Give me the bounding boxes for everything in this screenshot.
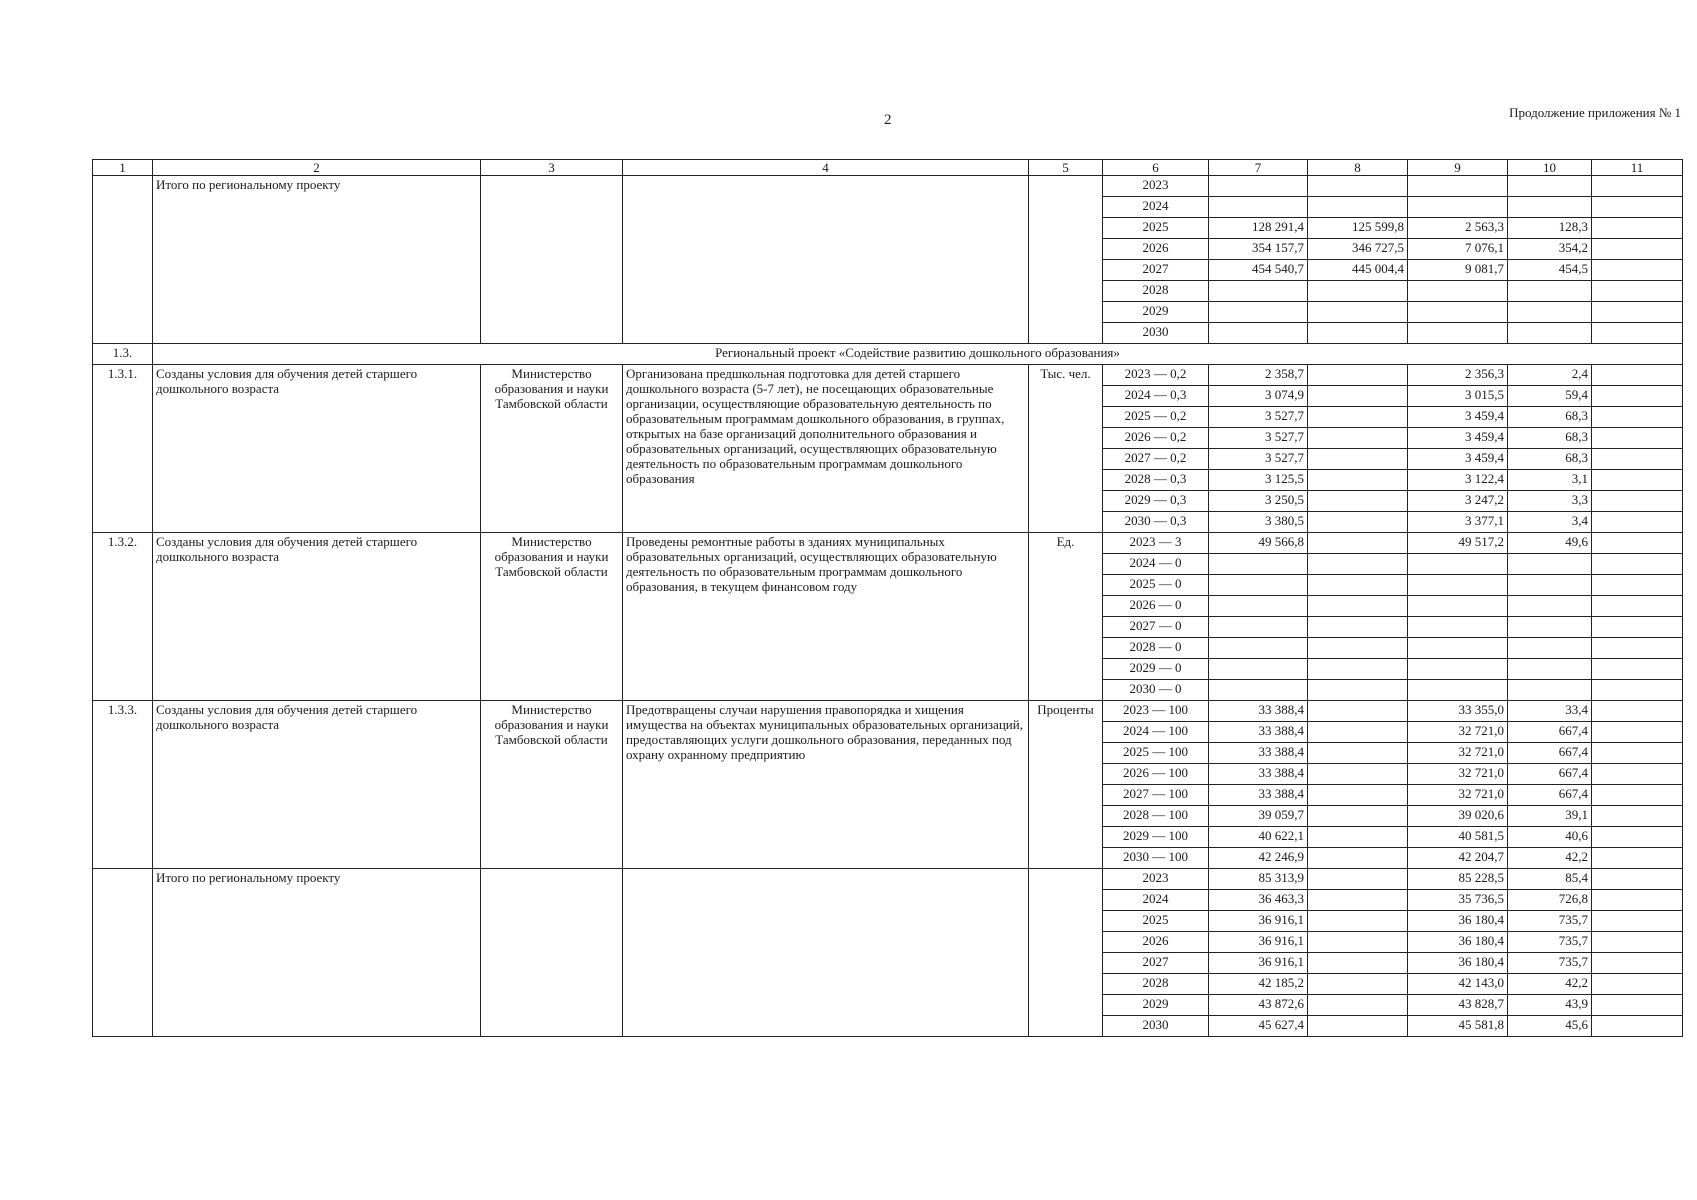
table-row xyxy=(93,176,1683,197)
value-cell xyxy=(1209,575,1308,596)
value-cell xyxy=(1508,617,1592,638)
value-cell: 3 247,2 xyxy=(1408,491,1508,512)
column-header: 5 xyxy=(1029,160,1103,176)
program-table xyxy=(92,159,1683,1037)
year-cell: 2029 — 0 xyxy=(1103,659,1209,680)
value-cell: 33 388,4 xyxy=(1209,722,1308,743)
header-note: Продолжение приложения № 1 xyxy=(1509,105,1681,120)
value-cell: 3 125,5 xyxy=(1209,470,1308,491)
item-unit: Проценты xyxy=(1029,701,1103,869)
value-cell xyxy=(1308,1016,1408,1037)
value-cell: 68,3 xyxy=(1508,449,1592,470)
item-description xyxy=(623,869,1029,1037)
value-cell xyxy=(1209,554,1308,575)
value-cell xyxy=(1308,911,1408,932)
value-cell: 454 540,7 xyxy=(1209,260,1308,281)
value-cell: 35 736,5 xyxy=(1408,890,1508,911)
year-cell: 2025 — 0,2 xyxy=(1103,407,1209,428)
value-cell xyxy=(1308,680,1408,701)
item-description xyxy=(623,176,1029,344)
value-cell xyxy=(1592,449,1683,470)
year-cell: 2028 — 0 xyxy=(1103,638,1209,659)
value-cell: 354,2 xyxy=(1508,239,1592,260)
table-row xyxy=(93,869,1683,890)
value-cell: 33 388,4 xyxy=(1209,785,1308,806)
section-number: 1.3. xyxy=(93,344,153,365)
value-cell xyxy=(1209,176,1308,197)
value-cell xyxy=(1592,932,1683,953)
value-cell xyxy=(1308,281,1408,302)
value-cell xyxy=(1408,281,1508,302)
value-cell xyxy=(1308,554,1408,575)
year-cell: 2029 xyxy=(1103,302,1209,323)
value-cell xyxy=(1408,638,1508,659)
value-cell xyxy=(1508,596,1592,617)
value-cell xyxy=(1308,428,1408,449)
value-cell xyxy=(1408,323,1508,344)
value-cell xyxy=(1592,470,1683,491)
value-cell xyxy=(1308,701,1408,722)
value-cell: 39 059,7 xyxy=(1209,806,1308,827)
column-header: 10 xyxy=(1508,160,1592,176)
value-cell: 9 081,7 xyxy=(1408,260,1508,281)
item-executor: Министерство образования и науки Тамбовской области xyxy=(481,701,623,869)
year-cell: 2024 — 0 xyxy=(1103,554,1209,575)
value-cell: 32 721,0 xyxy=(1408,764,1508,785)
value-cell: 40,6 xyxy=(1508,827,1592,848)
table-row xyxy=(93,701,1683,722)
value-cell xyxy=(1308,659,1408,680)
value-cell: 3 377,1 xyxy=(1408,512,1508,533)
value-cell xyxy=(1308,995,1408,1016)
year-cell: 2026 xyxy=(1103,239,1209,260)
value-cell: 36 180,4 xyxy=(1408,911,1508,932)
table-row xyxy=(93,533,1683,554)
value-cell xyxy=(1592,386,1683,407)
value-cell xyxy=(1508,197,1592,218)
value-cell xyxy=(1592,260,1683,281)
value-cell xyxy=(1408,596,1508,617)
value-cell xyxy=(1592,764,1683,785)
value-cell xyxy=(1592,239,1683,260)
value-cell xyxy=(1592,428,1683,449)
value-cell xyxy=(1308,890,1408,911)
item-executor xyxy=(481,869,623,1037)
year-cell: 2027 xyxy=(1103,260,1209,281)
value-cell xyxy=(1308,722,1408,743)
column-header-row xyxy=(93,160,1683,176)
value-cell xyxy=(1209,302,1308,323)
value-cell: 454,5 xyxy=(1508,260,1592,281)
value-cell xyxy=(1592,218,1683,239)
value-cell: 33 388,4 xyxy=(1209,764,1308,785)
column-header: 7 xyxy=(1209,160,1308,176)
value-cell xyxy=(1592,638,1683,659)
value-cell: 667,4 xyxy=(1508,785,1592,806)
value-cell: 43,9 xyxy=(1508,995,1592,1016)
value-cell: 3 015,5 xyxy=(1408,386,1508,407)
value-cell xyxy=(1308,638,1408,659)
value-cell xyxy=(1592,890,1683,911)
year-cell: 2025 — 0 xyxy=(1103,575,1209,596)
value-cell xyxy=(1592,974,1683,995)
value-cell: 85 228,5 xyxy=(1408,869,1508,890)
year-cell: 2023 xyxy=(1103,176,1209,197)
item-unit: Ед. xyxy=(1029,533,1103,701)
value-cell: 32 721,0 xyxy=(1408,785,1508,806)
value-cell xyxy=(1592,512,1683,533)
value-cell xyxy=(1592,911,1683,932)
year-cell: 2024 — 100 xyxy=(1103,722,1209,743)
value-cell: 3,3 xyxy=(1508,491,1592,512)
year-cell: 2024 xyxy=(1103,890,1209,911)
item-name: Итого по региональному проекту xyxy=(153,869,481,1037)
value-cell: 2,4 xyxy=(1508,365,1592,386)
section-row xyxy=(93,344,1683,365)
item-executor xyxy=(481,176,623,344)
year-cell: 2026 — 100 xyxy=(1103,764,1209,785)
value-cell: 36 463,3 xyxy=(1209,890,1308,911)
value-cell: 3 527,7 xyxy=(1209,407,1308,428)
page-number: 2 xyxy=(884,112,892,128)
value-cell: 36 916,1 xyxy=(1209,953,1308,974)
value-cell xyxy=(1209,638,1308,659)
value-cell: 49,6 xyxy=(1508,533,1592,554)
year-cell: 2023 — 100 xyxy=(1103,701,1209,722)
value-cell: 42 204,7 xyxy=(1408,848,1508,869)
value-cell: 354 157,7 xyxy=(1209,239,1308,260)
value-cell xyxy=(1508,554,1592,575)
value-cell xyxy=(1408,659,1508,680)
item-unit xyxy=(1029,176,1103,344)
value-cell: 68,3 xyxy=(1508,407,1592,428)
value-cell xyxy=(1508,323,1592,344)
item-description: Предотвращены случаи нарушения правопорядка и хищения имущества на объектах муниципальных образовательных организаций, предоставляющих услуги дошкольного образования, переданных под охрану охранному предприятию xyxy=(623,701,1029,869)
value-cell xyxy=(1308,785,1408,806)
value-cell xyxy=(1308,176,1408,197)
value-cell: 68,3 xyxy=(1508,428,1592,449)
value-cell xyxy=(1308,827,1408,848)
value-cell: 33 388,4 xyxy=(1209,701,1308,722)
value-cell xyxy=(1592,323,1683,344)
value-cell xyxy=(1308,449,1408,470)
value-cell xyxy=(1209,281,1308,302)
value-cell: 3 250,5 xyxy=(1209,491,1308,512)
item-description: Организована предшкольная подготовка для детей старшего дошкольного возраста (5-7 лет), не посещающих образовательные организации, осуществляющие образовательную деятельность по образовательным программам дошкольного образования, в группах, открытых на базе организаций дополнительного образования и образовательных организаций, осуществляющих образовательную деятельность по образовательным программам дошкольного образования xyxy=(623,365,1029,533)
value-cell xyxy=(1592,953,1683,974)
value-cell: 42 246,9 xyxy=(1209,848,1308,869)
value-cell xyxy=(1408,575,1508,596)
year-cell: 2025 xyxy=(1103,911,1209,932)
value-cell xyxy=(1592,533,1683,554)
value-cell: 3 459,4 xyxy=(1408,428,1508,449)
value-cell: 36 916,1 xyxy=(1209,911,1308,932)
value-cell xyxy=(1592,575,1683,596)
value-cell: 735,7 xyxy=(1508,932,1592,953)
year-cell: 2026 xyxy=(1103,932,1209,953)
year-cell: 2023 — 0,2 xyxy=(1103,365,1209,386)
value-cell: 39 020,6 xyxy=(1408,806,1508,827)
year-cell: 2024 xyxy=(1103,197,1209,218)
value-cell: 33 355,0 xyxy=(1408,701,1508,722)
value-cell: 33 388,4 xyxy=(1209,743,1308,764)
column-header: 6 xyxy=(1103,160,1209,176)
value-cell: 128,3 xyxy=(1508,218,1592,239)
value-cell xyxy=(1209,659,1308,680)
value-cell: 59,4 xyxy=(1508,386,1592,407)
value-cell: 33,4 xyxy=(1508,701,1592,722)
column-header: 9 xyxy=(1408,160,1508,176)
value-cell: 45 627,4 xyxy=(1209,1016,1308,1037)
value-cell xyxy=(1592,365,1683,386)
value-cell xyxy=(1308,470,1408,491)
item-unit: Тыс. чел. xyxy=(1029,365,1103,533)
table-row xyxy=(93,365,1683,386)
value-cell xyxy=(1308,743,1408,764)
value-cell xyxy=(1308,323,1408,344)
value-cell: 346 727,5 xyxy=(1308,239,1408,260)
year-cell: 2026 — 0 xyxy=(1103,596,1209,617)
column-header: 1 xyxy=(93,160,153,176)
value-cell xyxy=(1408,302,1508,323)
value-cell xyxy=(1308,974,1408,995)
value-cell xyxy=(1592,785,1683,806)
year-cell: 2029 xyxy=(1103,995,1209,1016)
value-cell: 42 185,2 xyxy=(1209,974,1308,995)
value-cell xyxy=(1592,302,1683,323)
value-cell: 667,4 xyxy=(1508,764,1592,785)
value-cell xyxy=(1308,575,1408,596)
column-header: 8 xyxy=(1308,160,1408,176)
value-cell xyxy=(1308,764,1408,785)
value-cell: 7 076,1 xyxy=(1408,239,1508,260)
value-cell xyxy=(1308,806,1408,827)
column-header: 4 xyxy=(623,160,1029,176)
value-cell xyxy=(1508,659,1592,680)
year-cell: 2025 — 100 xyxy=(1103,743,1209,764)
item-number xyxy=(93,176,153,344)
value-cell: 2 356,3 xyxy=(1408,365,1508,386)
value-cell: 667,4 xyxy=(1508,722,1592,743)
value-cell xyxy=(1408,197,1508,218)
value-cell: 85,4 xyxy=(1508,869,1592,890)
value-cell xyxy=(1592,281,1683,302)
value-cell xyxy=(1592,806,1683,827)
value-cell: 40 581,5 xyxy=(1408,827,1508,848)
value-cell: 3,4 xyxy=(1508,512,1592,533)
value-cell xyxy=(1308,596,1408,617)
year-cell: 2023 — 3 xyxy=(1103,533,1209,554)
year-cell: 2027 — 100 xyxy=(1103,785,1209,806)
value-cell xyxy=(1308,617,1408,638)
value-cell xyxy=(1308,386,1408,407)
value-cell xyxy=(1209,323,1308,344)
value-cell xyxy=(1308,512,1408,533)
value-cell xyxy=(1508,281,1592,302)
year-cell: 2029 — 100 xyxy=(1103,827,1209,848)
value-cell xyxy=(1592,491,1683,512)
year-cell: 2028 xyxy=(1103,281,1209,302)
value-cell xyxy=(1308,953,1408,974)
value-cell xyxy=(1308,848,1408,869)
value-cell: 32 721,0 xyxy=(1408,743,1508,764)
value-cell xyxy=(1592,554,1683,575)
year-cell: 2027 xyxy=(1103,953,1209,974)
value-cell: 445 004,4 xyxy=(1308,260,1408,281)
value-cell: 39,1 xyxy=(1508,806,1592,827)
value-cell xyxy=(1308,932,1408,953)
year-cell: 2028 xyxy=(1103,974,1209,995)
value-cell xyxy=(1508,302,1592,323)
value-cell xyxy=(1592,407,1683,428)
value-cell xyxy=(1209,680,1308,701)
item-executor: Министерство образования и науки Тамбовской области xyxy=(481,533,623,701)
value-cell xyxy=(1592,176,1683,197)
item-number: 1.3.3. xyxy=(93,701,153,869)
value-cell: 85 313,9 xyxy=(1209,869,1308,890)
value-cell: 735,7 xyxy=(1508,911,1592,932)
value-cell: 45 581,8 xyxy=(1408,1016,1508,1037)
value-cell xyxy=(1308,365,1408,386)
value-cell xyxy=(1408,680,1508,701)
year-cell: 2023 xyxy=(1103,869,1209,890)
year-cell: 2027 — 0,2 xyxy=(1103,449,1209,470)
value-cell xyxy=(1308,533,1408,554)
value-cell xyxy=(1508,575,1592,596)
year-cell: 2026 — 0,2 xyxy=(1103,428,1209,449)
value-cell xyxy=(1209,197,1308,218)
value-cell xyxy=(1408,617,1508,638)
item-name: Созданы условия для обучения детей старшего дошкольного возраста xyxy=(153,533,481,701)
item-name: Созданы условия для обучения детей старшего дошкольного возраста xyxy=(153,365,481,533)
value-cell xyxy=(1508,680,1592,701)
year-cell: 2029 — 0,3 xyxy=(1103,491,1209,512)
value-cell: 3 527,7 xyxy=(1209,428,1308,449)
value-cell xyxy=(1592,869,1683,890)
year-cell: 2030 — 0,3 xyxy=(1103,512,1209,533)
value-cell: 125 599,8 xyxy=(1308,218,1408,239)
value-cell: 667,4 xyxy=(1508,743,1592,764)
value-cell xyxy=(1592,848,1683,869)
value-cell xyxy=(1209,596,1308,617)
item-name: Итого по региональному проекту xyxy=(153,176,481,344)
value-cell xyxy=(1592,197,1683,218)
year-cell: 2028 — 100 xyxy=(1103,806,1209,827)
value-cell: 3 074,9 xyxy=(1209,386,1308,407)
value-cell: 42,2 xyxy=(1508,974,1592,995)
value-cell xyxy=(1308,407,1408,428)
value-cell xyxy=(1592,743,1683,764)
value-cell: 36 180,4 xyxy=(1408,953,1508,974)
value-cell: 49 517,2 xyxy=(1408,533,1508,554)
section-title: Региональный проект «Содействие развитию дошкольного образования» xyxy=(153,344,1683,365)
value-cell: 36 180,4 xyxy=(1408,932,1508,953)
item-number xyxy=(93,869,153,1037)
year-cell: 2027 — 0 xyxy=(1103,617,1209,638)
year-cell: 2030 — 100 xyxy=(1103,848,1209,869)
value-cell xyxy=(1592,995,1683,1016)
value-cell xyxy=(1308,869,1408,890)
value-cell xyxy=(1592,659,1683,680)
value-cell: 42,2 xyxy=(1508,848,1592,869)
item-number: 1.3.1. xyxy=(93,365,153,533)
item-name: Созданы условия для обучения детей старшего дошкольного возраста xyxy=(153,701,481,869)
value-cell xyxy=(1408,554,1508,575)
value-cell xyxy=(1592,722,1683,743)
value-cell xyxy=(1308,197,1408,218)
value-cell xyxy=(1308,491,1408,512)
year-cell: 2030 xyxy=(1103,1016,1209,1037)
value-cell: 40 622,1 xyxy=(1209,827,1308,848)
value-cell: 3 122,4 xyxy=(1408,470,1508,491)
value-cell xyxy=(1592,701,1683,722)
item-executor: Министерство образования и науки Тамбовской области xyxy=(481,365,623,533)
value-cell xyxy=(1592,596,1683,617)
value-cell: 735,7 xyxy=(1508,953,1592,974)
year-cell: 2028 — 0,3 xyxy=(1103,470,1209,491)
value-cell: 36 916,1 xyxy=(1209,932,1308,953)
value-cell xyxy=(1508,176,1592,197)
year-cell: 2024 — 0,3 xyxy=(1103,386,1209,407)
value-cell: 43 872,6 xyxy=(1209,995,1308,1016)
value-cell xyxy=(1508,638,1592,659)
table-body xyxy=(93,160,1683,1037)
item-number: 1.3.2. xyxy=(93,533,153,701)
value-cell: 726,8 xyxy=(1508,890,1592,911)
value-cell xyxy=(1209,617,1308,638)
value-cell: 128 291,4 xyxy=(1209,218,1308,239)
value-cell: 42 143,0 xyxy=(1408,974,1508,995)
value-cell: 2 358,7 xyxy=(1209,365,1308,386)
year-cell: 2030 — 0 xyxy=(1103,680,1209,701)
value-cell: 32 721,0 xyxy=(1408,722,1508,743)
value-cell xyxy=(1592,617,1683,638)
item-description: Проведены ремонтные работы в зданиях муниципальных образовательных организаций, осуществляющих образовательную деятельность по образовательным программам дошкольного образования, в текущем финансовом году xyxy=(623,533,1029,701)
value-cell: 43 828,7 xyxy=(1408,995,1508,1016)
value-cell: 2 563,3 xyxy=(1408,218,1508,239)
value-cell: 3 459,4 xyxy=(1408,407,1508,428)
value-cell: 3,1 xyxy=(1508,470,1592,491)
value-cell xyxy=(1308,302,1408,323)
year-cell: 2030 xyxy=(1103,323,1209,344)
value-cell: 3 380,5 xyxy=(1209,512,1308,533)
column-header: 2 xyxy=(153,160,481,176)
value-cell xyxy=(1592,827,1683,848)
value-cell: 3 459,4 xyxy=(1408,449,1508,470)
value-cell xyxy=(1408,176,1508,197)
item-unit xyxy=(1029,869,1103,1037)
value-cell: 45,6 xyxy=(1508,1016,1592,1037)
value-cell: 3 527,7 xyxy=(1209,449,1308,470)
column-header: 3 xyxy=(481,160,623,176)
year-cell: 2025 xyxy=(1103,218,1209,239)
value-cell: 49 566,8 xyxy=(1209,533,1308,554)
column-header: 11 xyxy=(1592,160,1683,176)
value-cell xyxy=(1592,1016,1683,1037)
value-cell xyxy=(1592,680,1683,701)
